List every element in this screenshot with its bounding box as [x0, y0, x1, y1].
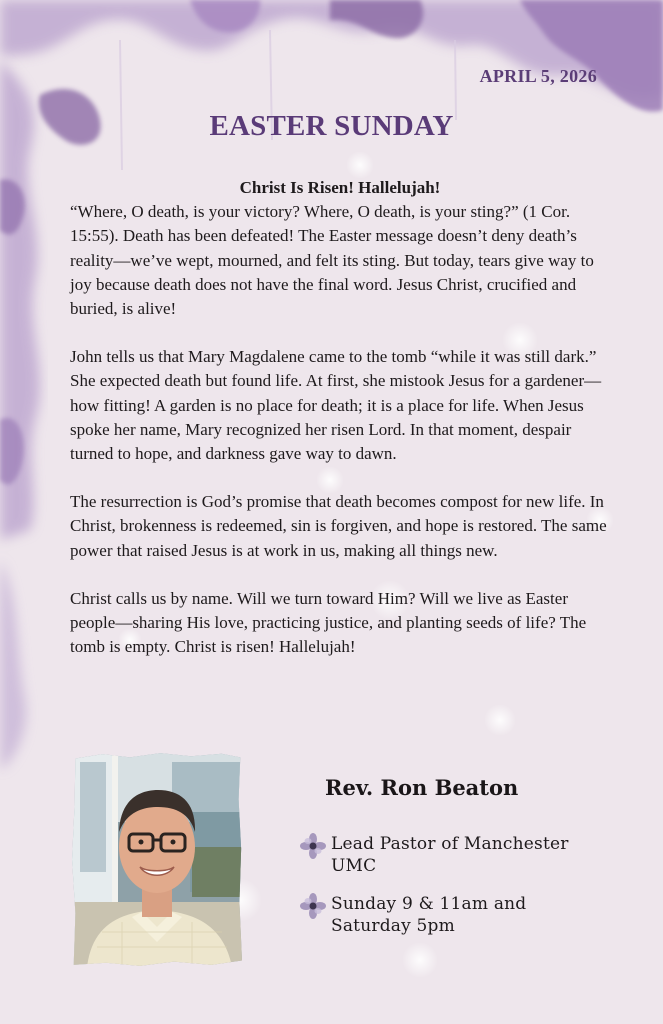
article-paragraph: The resurrection is God’s promise that death becomes compost for new life. In Christ, brokenness is redeemed, sin is forgiven, and hope is restored. The same power that raised Jesus is at work in us, making all things new. [70, 492, 607, 560]
article-paragraph: Christ calls us by name. Will we turn toward Him? Will we live as Easter people—sharing His love, practicing justice, and planting seeds of life? The tomb is empty. Christ is risen! Hallelujah! [70, 588, 587, 657]
list-item [300, 893, 610, 937]
devotional-article [70, 176, 610, 683]
article-subtitle: Christ Is Risen! Hallelujah! [239, 178, 441, 197]
pastor-role: Lead Pastor of Manchester UMC [331, 834, 569, 876]
article-paragraph: John tells us that Mary Magdalene came to the tomb “while it was still dark.” She expected death but found life. At first, she mistook Jesus for a gardener—how fitting! A garden is no place for death; it is a place for life. When Jesus spoke her name, Mary recognized her risen Lord. In that moment, despair turned to hope, and darkness gave way to dawn. [70, 347, 602, 464]
page-title: EASTER SUNDAY [209, 110, 454, 142]
article-paragraph: “Where, O death, is your victory? Where, O death, is your sting?” (1 Cor. 15:55). Death has been defeated! The Easter message doesn’t deny death’s reality—we’ve wept, mourned, and felt its sting. But today, tears give way to joy because death does not have the final word. Jesus Christ, crucified and buried, is alive! [70, 202, 594, 319]
list-item [300, 833, 610, 877]
flower-icon [300, 833, 326, 859]
pastor-name: Rev. Ron Beaton [325, 775, 519, 800]
pastor-photo [72, 752, 242, 967]
pastor-info-list [300, 833, 610, 953]
publication-date: APRIL 5, 2026 [479, 66, 597, 86]
flower-icon [300, 893, 326, 919]
service-times: Sunday 9 & 11am and Saturday 5pm [331, 894, 527, 936]
